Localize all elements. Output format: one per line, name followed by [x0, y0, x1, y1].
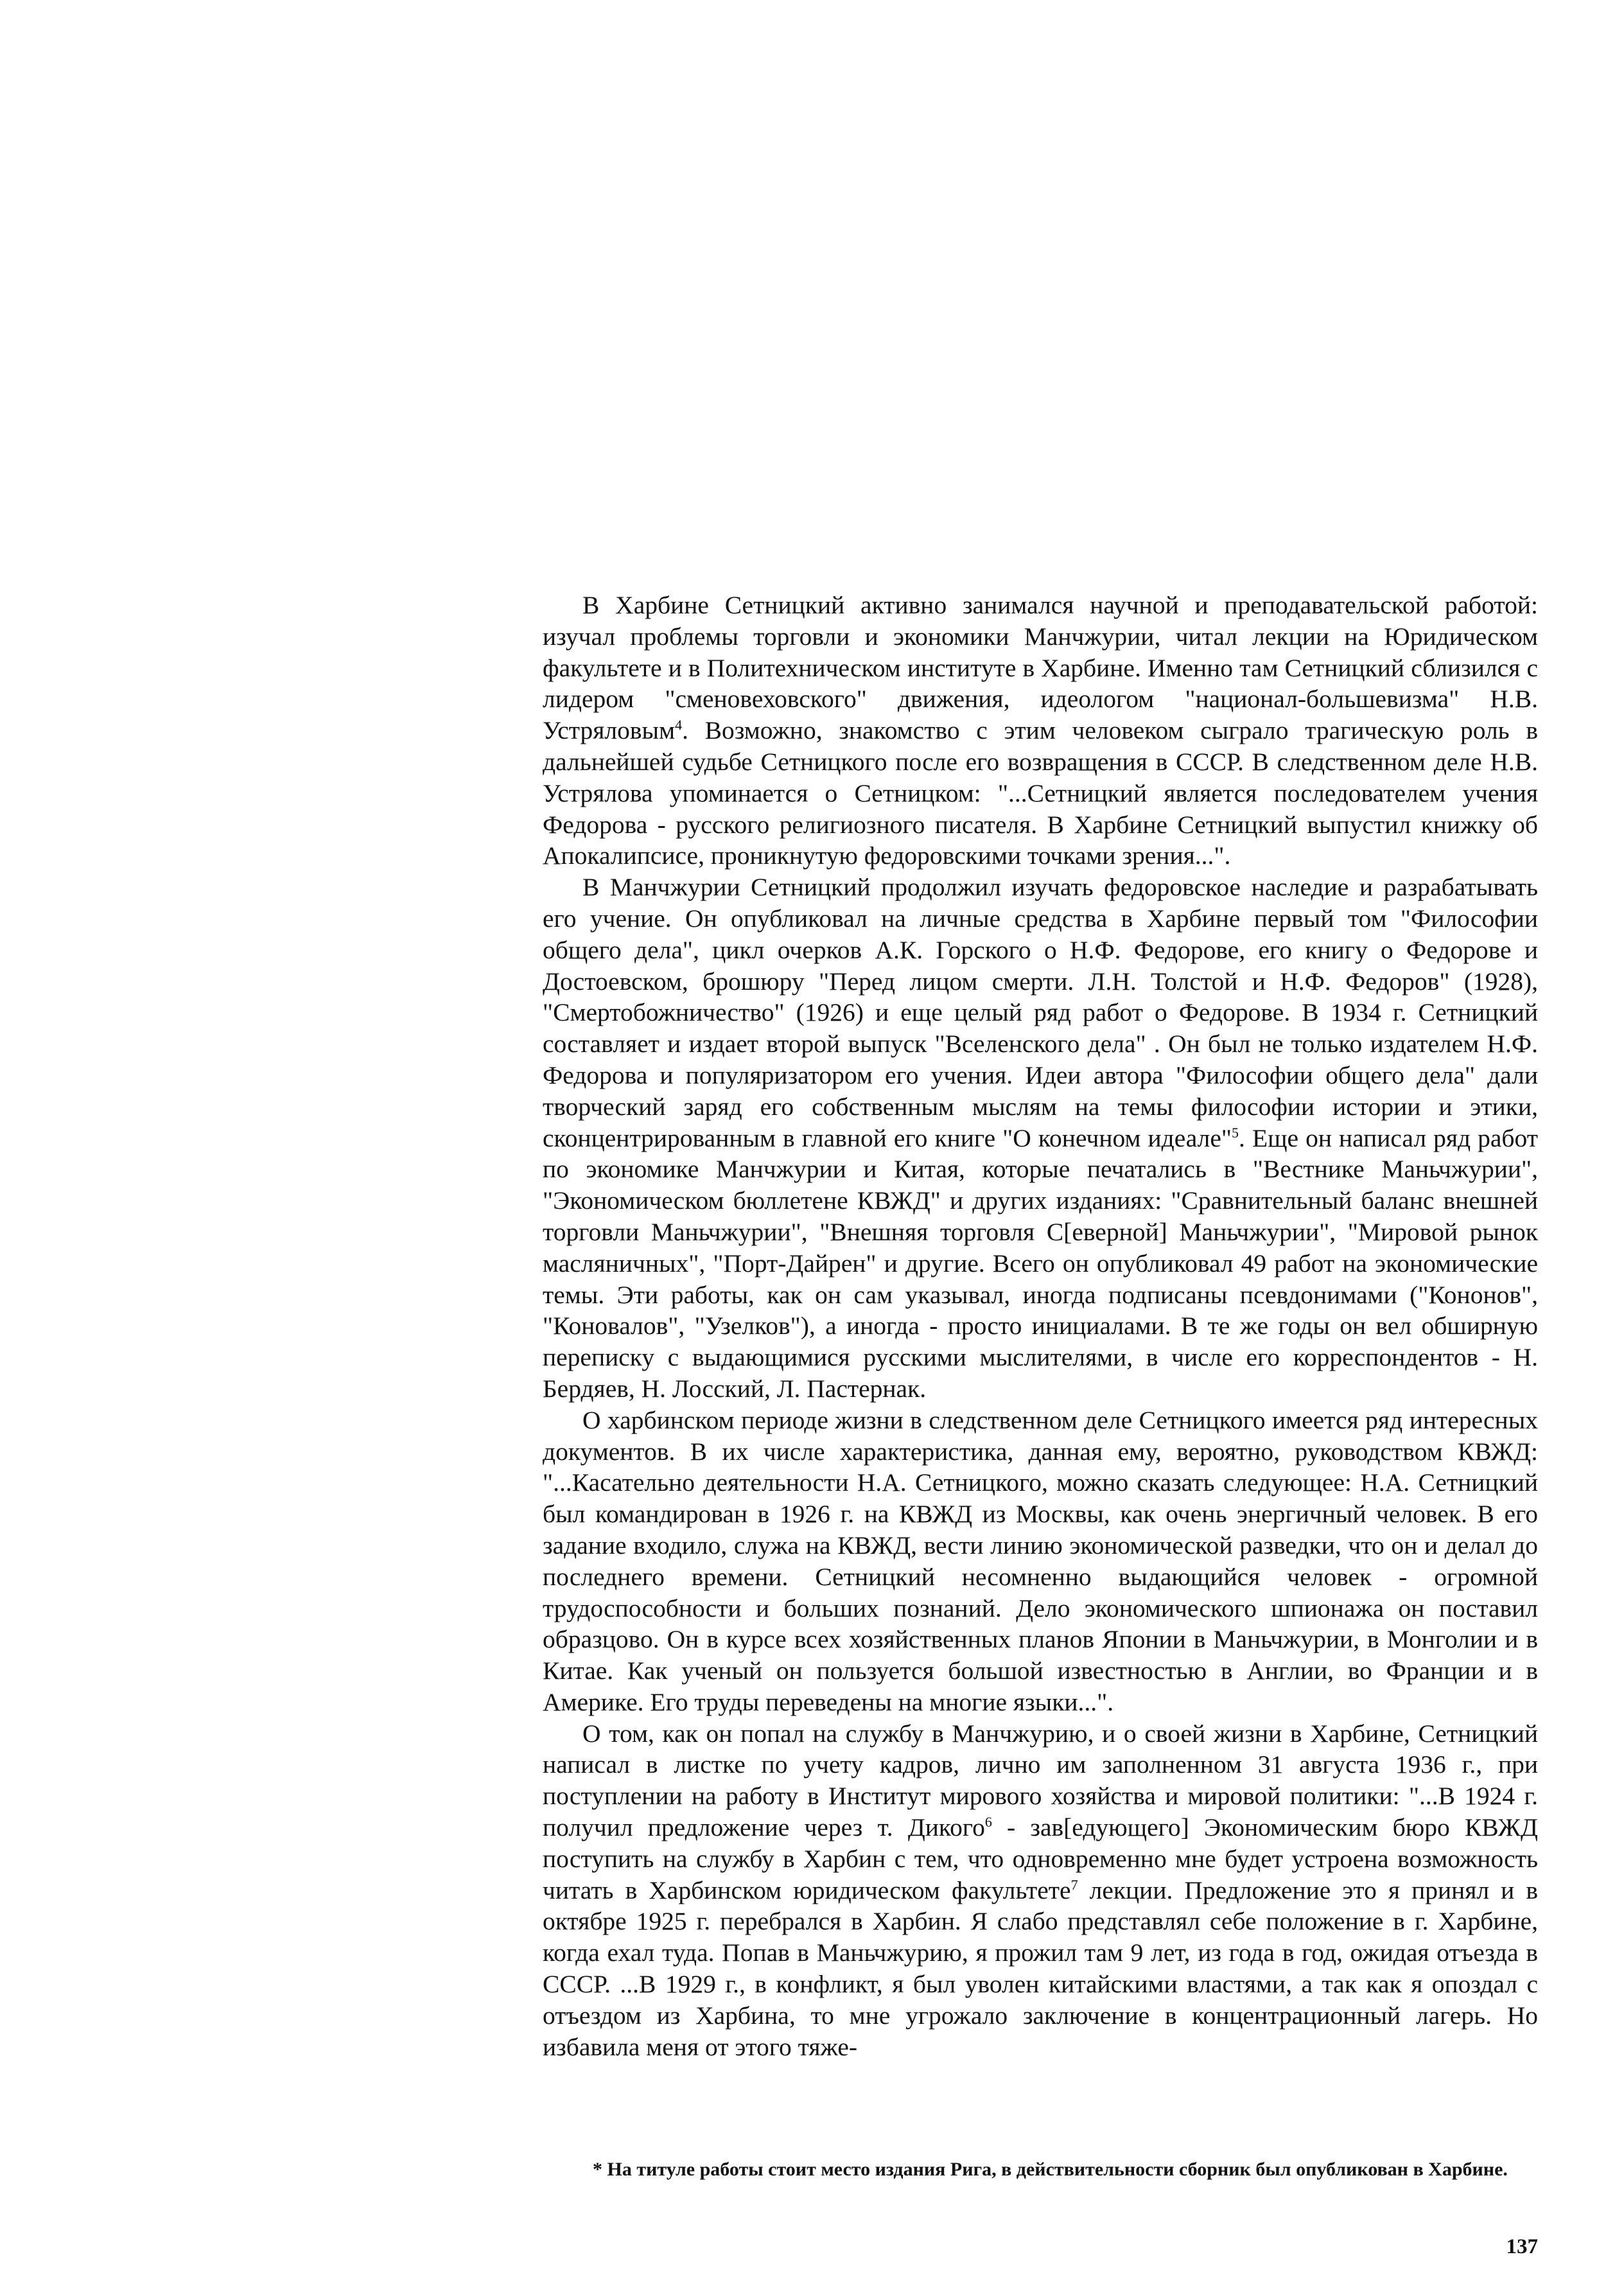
- paragraph-text: . Еще он написал ряд работ по экономике Манчжурии и Китая, которые печатались в "Вестнике Маньчжурии", "Экономическом бюллетене КВЖД" и других изданиях: "Сравнительный баланс внешней торговли Маньчжурии", "Внешняя торговля С[еверной] Маньчжурии", "Мировой рынок масляничных", "Порт-Дайрен" и другие. Всего он опубликовал 49 работ на экономические темы. Эти работы, как он сам указывал, иногда подписаны псевдонимами ("Кононов", "Коновалов", "Узелков"), а иногда - просто инициалами. В те же годы он вел обширную переписку с выдающимися русскими мыслителями, в числе его корреспондентов - Н. Бердяев, Н. Лосский, Л. Пастернак.: [543, 1123, 1538, 1403]
- paragraph-text: В Харбине Сетницкий активно занимался научной и преподавательской работой: изучал проблемы торговли и экономики Манчжурии, читал лекции на Юридическом факультете и в Политехническом институте в Харбине. Именно там Сетницкий сблизился с лидером "сменовеховского" движения, идеологом "национал-большевизма" Н.В. Устряловым: [543, 591, 1538, 745]
- paragraph-text: . Возможно, знакомство с этим человеком сыграло трагическую роль в дальнейшей судьбе Сетницкого после его возвращения в СССР. В следственном деле Н.В. Устрялова упоминается о Сетницком: "...Сетницкий является последователем учения Федорова - русского религиозного писателя. В Харбине Сетницкий выпустил книжку об Апокалипсисе, проникнутую федоровскими точками зрения...".: [543, 716, 1538, 870]
- footnote-reference: 4: [675, 717, 683, 733]
- footnote-reference: 7: [1070, 1876, 1078, 1893]
- paragraph: [543, 590, 1538, 872]
- footnote: * На титуле работы стоит место издания Рига, в действительности сборник был опубликован в Харбине.: [593, 2159, 1508, 2180]
- paragraph-text: лекции. Предложение это я принял и в октябре 1925 г. перебрался в Харбин. Я слабо представлял себе положение в г. Харбине, когда ехал туда. Попав в Маньчжурию, я прожил там 9 лет, из года в год, ожидая отъезда в СССР. ...В 1929 г., в конфликт, я был уволен китайскими властями, а так как я опоздал с отъездом из Харбина, то мне угрожало заключение в концентрационный лагерь. Но избавила меня от этого тяже-: [543, 1875, 1538, 2061]
- body-text: [543, 590, 1538, 2062]
- paragraph: [543, 1718, 1538, 2063]
- footnote-reference: 5: [1232, 1124, 1239, 1141]
- page-number: 137: [1506, 2235, 1538, 2258]
- paragraph: [543, 1405, 1538, 1718]
- paragraph: [543, 872, 1538, 1405]
- footnote-reference: 6: [984, 1814, 992, 1831]
- paragraph-text: В Манчжурии Сетницкий продолжил изучать федоровское наследие и разрабатывать его учение. Он опубликовал на личные средства в Харбине первый том "Философии общего дела", цикл очерков А.К. Горского о Н.Ф. Федорове, его книгу о Федорове и Достоевском, брошюру "Перед лицом смерти. Л.Н. Толстой и Н.Ф. Федоров" (1928), "Смертобожничество" (1926) и еще целый ряд работ о Федорове. В 1934 г. Сетницкий составляет и издает второй выпуск "Вселенского дела" . Он был не только издателем Н.Ф. Федорова и популяризатором его учения. Идеи автора "Философии общего дела" дали творческий заряд его собственным мыслям на темы философии истории и этики, сконцентрированным в главной его книге "О конечном идеале": [543, 873, 1538, 1152]
- paragraph-text: О том, как он попал на службу в Манчжурию, и о своей жизни в Харбине, Сетницкий написал в листке по учету кадров, лично им заполненном 31 августа 1936 г., при поступлении на работу в Институт мирового хозяйства и мировой политики: "...В 1924 г. получил предложение через т. Дикого: [543, 1719, 1538, 1842]
- paragraph-text: - зав[едующего] Экономическим бюро КВЖД поступить на службу в Харбин с тем, что одновременно мне будет устроена возможность читать в Харбинском юридическом факультете: [543, 1813, 1538, 1904]
- paragraph-text: О харбинском периоде жизни в следственном деле Сетницкого имеется ряд интересных документов. В их числе характеристика, данная ему, вероятно, руководством КВЖД: "...Касательно деятельности Н.А. Сетницкого, можно сказать следующее: Н.А. Сетницкий был командирован в 1926 г. на КВЖД из Москвы, как очень энергичный человек. В его задание входило, служа на КВЖД, вести линию экономической разведки, что он и делал до последнего времени. Сетницкий несомненно выдающийся человек - огромной трудоспособности и больших познаний. Дело экономического шпионажа он поставил образцово. Он в курсе всех хозяйственных планов Японии в Маньчжурии, в Монголии и в Китае. Как ученый он пользуется большой известностью в Англии, во Франции и в Америке. Его труды переведены на многие языки...".: [543, 1405, 1538, 1716]
